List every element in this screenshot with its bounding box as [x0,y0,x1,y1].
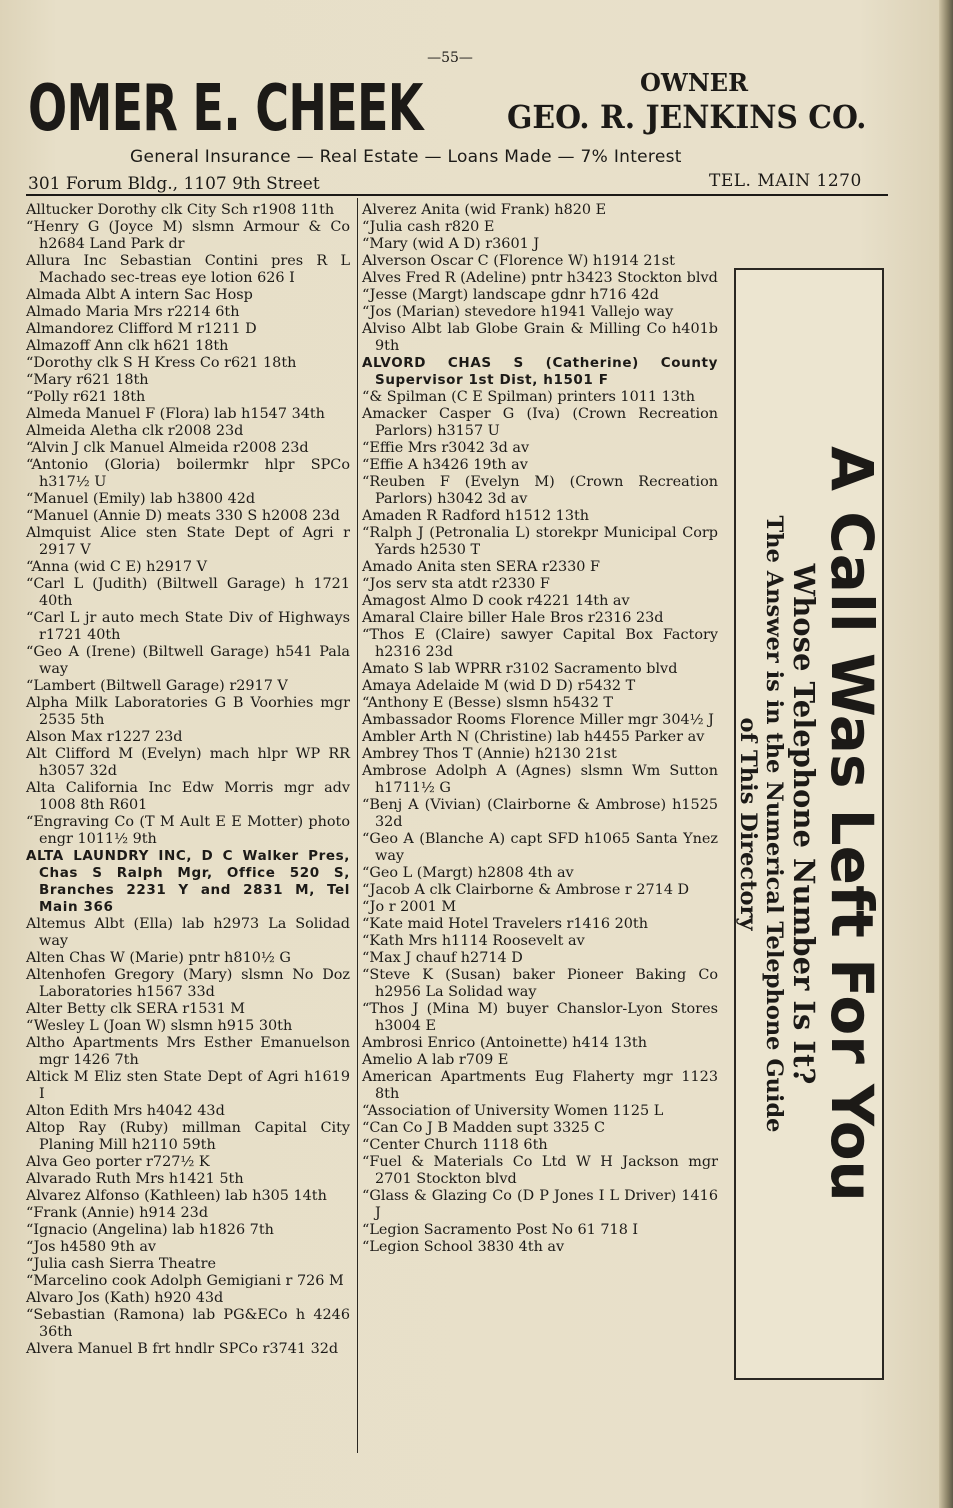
directory-entry: “Wesley L (Joan W) slsmn h915 30th [26,1018,293,1034]
directory-entry: “Henry G (Joyce M) slsmn Armour & Co h2684 Land Park dr [26,219,350,252]
directory-entry: “Legion Sacramento Post No 61 718 I [362,1222,639,1238]
directory-entry: Amaya Adelaide M (wid D D) r5432 T [362,678,636,694]
directory-entry: “Geo A (Blanche A) capt SFD h1065 Santa Ynez way [362,831,718,864]
directory-entry: “Jacob A clk Clairborne & Ambrose r 2714 D [362,882,690,898]
directory-entry: Almeda Manuel F (Flora) lab h1547 34th [26,406,325,422]
directory-entry: “Reuben F (Evelyn M) (Crown Recreation Parlors) h3042 3d av [362,474,718,507]
directory-entry: “Marcelino cook Adolph Gemigiani r 726 M [26,1273,344,1289]
ad-answer-continued: of This Directory [735,717,761,931]
directory-entry: American Apartments Eug Flaherty mgr 1123 8th [362,1069,718,1102]
directory-entry: Alten Chas W (Marie) pntr h810½ G [26,950,291,966]
directory-entry: “Anna (wid C E) h2917 V [26,559,208,575]
directory-entry: Almada Albt A intern Sac Hosp [26,287,253,303]
brand-name: OMER E. CHEEK [28,72,423,146]
directory-entry: Alvarez Alfonso (Kathleen) lab h305 14th [26,1188,327,1204]
left-listing-column [26,202,350,1358]
tagline: General Insurance — Real Estate — Loans Made — 7% Interest [130,147,682,167]
directory-entry: “Glass & Glazing Co (D P Jones I L Driver) 1416 J [362,1188,718,1221]
directory-entry: “Effie A h3426 19th av [362,457,528,473]
directory-entry: “Mary (wid A D) r3601 J [362,236,540,252]
directory-entry: Alpha Milk Laboratories G B Voorhies mgr 2535 5th [26,695,350,728]
right-listing-column [362,202,718,1256]
directory-entry: Amado Anita sten SERA r2330 F [362,559,601,575]
directory-entry: “Manuel (Annie D) meats 330 S h2008 23d [26,508,340,524]
directory-entry: “Effie Mrs r3042 3d av [362,440,530,456]
directory-entry: Altop Ray (Ruby) millman Capital City Planing Mill h2110 59th [26,1120,350,1153]
directory-entry: “Steve K (Susan) baker Pioneer Baking Co h2956 La Solidad way [362,967,718,1000]
directory-entry: “Max J chauf h2714 D [362,950,523,966]
directory-entry: Altenhofen Gregory (Mary) slsmn No Doz Laboratories h1567 33d [26,967,350,1000]
directory-entry: “Mary r621 18th [26,372,149,388]
directory-entry: Altho Apartments Mrs Esther Emanuelson mgr 1426 7th [26,1035,350,1068]
header-telephone: TEL. MAIN 1270 [709,171,862,191]
directory-entry: Amaden R Radford h1512 13th [362,508,590,524]
directory-entry: Almazoff Ann clk h621 18th [26,338,229,354]
directory-entry: Ambrey Thos T (Annie) h2130 21st [362,746,617,762]
directory-entry: “Center Church 1118 6th [362,1137,548,1153]
page-binding-edge [939,0,953,1508]
directory-entry: Amagost Almo D cook r4221 14th av [362,593,630,609]
directory-entry: “Benj A (Vivian) (Clairborne & Ambrose) h1525 32d [362,797,718,830]
directory-entry: Ambler Arth N (Christine) lab h4455 Parker av [362,729,705,745]
ad-question: Whose Telephone Number Is It? [787,563,821,1085]
page-number: —55— [427,50,473,66]
directory-entry: “Sebastian (Ramona) lab PG&ECo h 4246 36th [26,1307,350,1340]
owner-label: OWNER [640,68,749,97]
directory-entry: “Frank (Annie) h914 23d [26,1205,209,1221]
directory-entry: “Dorothy clk S H Kress Co r621 18th [26,355,297,371]
directory-entry: Alta California Inc Edw Morris mgr adv 1008 8th R601 [26,780,350,813]
owner-name: GEO. R. JENKINS CO. [507,98,867,136]
directory-entry: “Jesse (Margt) landscape gdnr h716 42d [362,287,659,303]
directory-entry: “Thos E (Claire) sawyer Capital Box Factory h2316 23d [362,627,718,660]
column-divider [357,198,358,1453]
directory-entry: “Geo A (Irene) (Biltwell Garage) h541 Pala way [26,644,350,677]
directory-entry: Amato S lab WPRR r3102 Sacramento blvd [362,661,678,677]
directory-entry: Alves Fred R (Adeline) pntr h3423 Stockton blvd [362,270,718,286]
directory-entry: Alviso Albt lab Globe Grain & Milling Co h401b 9th [362,321,718,354]
directory-entry: “Ralph J (Petronalia L) storekpr Municipal Corp Yards h2530 T [362,525,718,558]
directory-entry: “Kate maid Hotel Travelers r1416 20th [362,916,648,932]
directory-entry: “Fuel & Materials Co Ltd W H Jackson mgr 2701 Stockton blvd [362,1154,718,1187]
directory-entry: Almado Maria Mrs r2214 6th [26,304,240,320]
header-address: 301 Forum Bldg., 1107 9th Street [28,174,320,194]
directory-entry: “Polly r621 18th [26,389,146,405]
directory-entry: Altemus Albt (Ella) lab h2973 La Solidad way [26,916,350,949]
directory-entry: “Engraving Co (T M Ault E E Motter) photo engr 1011½ 9th [26,814,350,847]
directory-entry: Alson Max r1227 23d [26,729,183,745]
directory-entry: “Alvin J clk Manuel Almeida r2008 23d [26,440,309,456]
directory-entry: Alt Clifford M (Evelyn) mach hlpr WP RR h3057 32d [26,746,350,779]
directory-entry: Allura Inc Sebastian Contini pres R L Machado sec-treas eye lotion 626 I [26,253,350,286]
directory-entry: “Jos h4580 9th av [26,1239,157,1255]
advertisement-text [735,284,886,1364]
directory-entry: ALVORD CHAS S (Catherine) County Supervisor 1st Dist, h1501 F [362,355,718,388]
directory-entry: “Jos serv sta atdt r2330 F [362,576,550,592]
directory-entry: “Thos J (Mina M) buyer Chanslor-Lyon Stores h3004 E [362,1001,718,1034]
directory-entry: “Carl L (Judith) (Biltwell Garage) h 1721 40th [26,576,350,609]
directory-entry: “Julia cash Sierra Theatre [26,1256,216,1272]
directory-entry: Amacker Casper G (Iva) (Crown Recreation Parlors) h3157 U [362,406,718,439]
directory-entry: Altick M Eliz sten State Dept of Agri h1619 I [26,1069,350,1102]
directory-entry: “Ignacio (Angelina) lab h1826 7th [26,1222,274,1238]
directory-entry: “Antonio (Gloria) boilermkr hlpr SPCo h317½ U [26,457,350,490]
directory-entry: “Manuel (Emily) lab h3800 42d [26,491,256,507]
directory-entry: “Can Co J B Madden supt 3325 C [362,1120,606,1136]
directory-entry: Amelio A lab r709 E [362,1052,509,1068]
directory-entry: Alverson Oscar C (Florence W) h1914 21st [362,253,675,269]
header-divider [26,194,888,196]
directory-entry: Alvera Manuel B frt hndlr SPCo r3741 32d [26,1341,339,1357]
directory-entry: “Anthony E (Besse) slsmn h5432 T [362,695,614,711]
directory-entry: “Lambert (Biltwell Garage) r2917 V [26,678,288,694]
directory-entry: “Association of University Women 1125 L [362,1103,664,1119]
directory-entry: “Julia cash r820 E [362,219,495,235]
directory-entry: Ambrosi Enrico (Antoinette) h414 13th [362,1035,647,1051]
directory-entry: ALTA LAUNDRY INC, D C Walker Pres, Chas S Ralph Mgr, Office 520 S, Branches 2231 Y and 2831 M, Tel Main 366 [26,848,350,915]
directory-entry: Ambrose Adolph A (Agnes) slsmn Wm Sutton h1711½ G [362,763,718,796]
directory-entry: Almeida Aletha clk r2008 23d [26,423,244,439]
directory-entry: “Carl L jr auto mech State Div of Highways r1721 40th [26,610,350,643]
ad-headline: A Call Was Left For You [818,446,886,1202]
directory-entry: Alvarado Ruth Mrs h1421 5th [26,1171,244,1187]
directory-entry: “Kath Mrs h1114 Roosevelt av [362,933,585,949]
directory-entry: Alton Edith Mrs h4042 43d [26,1103,225,1119]
ad-answer: The Answer is in the Numerical Telephone Guide [761,515,787,1133]
directory-entry: “& Spilman (C E Spilman) printers 1011 13th [362,389,695,405]
directory-entry: Ambassador Rooms Florence Miller mgr 304½ J [362,712,714,728]
directory-entry: “Geo L (Margt) h2808 4th av [362,865,574,881]
directory-entry: “Jo r 2001 M [362,899,457,915]
directory-entry: Alverez Anita (wid Frank) h820 E [362,202,607,218]
directory-entry: Alltucker Dorothy clk City Sch r1908 11th [26,202,335,218]
directory-entry: Alter Betty clk SERA r1531 M [26,1001,246,1017]
directory-entry: Alvaro Jos (Kath) h920 43d [26,1290,224,1306]
directory-entry: “Jos (Marian) stevedore h1941 Vallejo way [362,304,674,320]
directory-entry: Almquist Alice sten State Dept of Agri r 2917 V [26,525,350,558]
directory-entry: Alva Geo porter r727½ K [26,1154,210,1170]
telephone-guide-advertisement [734,268,884,1380]
directory-entry: “Legion School 3830 4th av [362,1239,565,1255]
directory-entry: Almandorez Clifford M r1211 D [26,321,257,337]
directory-entry: Amaral Claire biller Hale Bros r2316 23d [362,610,664,626]
